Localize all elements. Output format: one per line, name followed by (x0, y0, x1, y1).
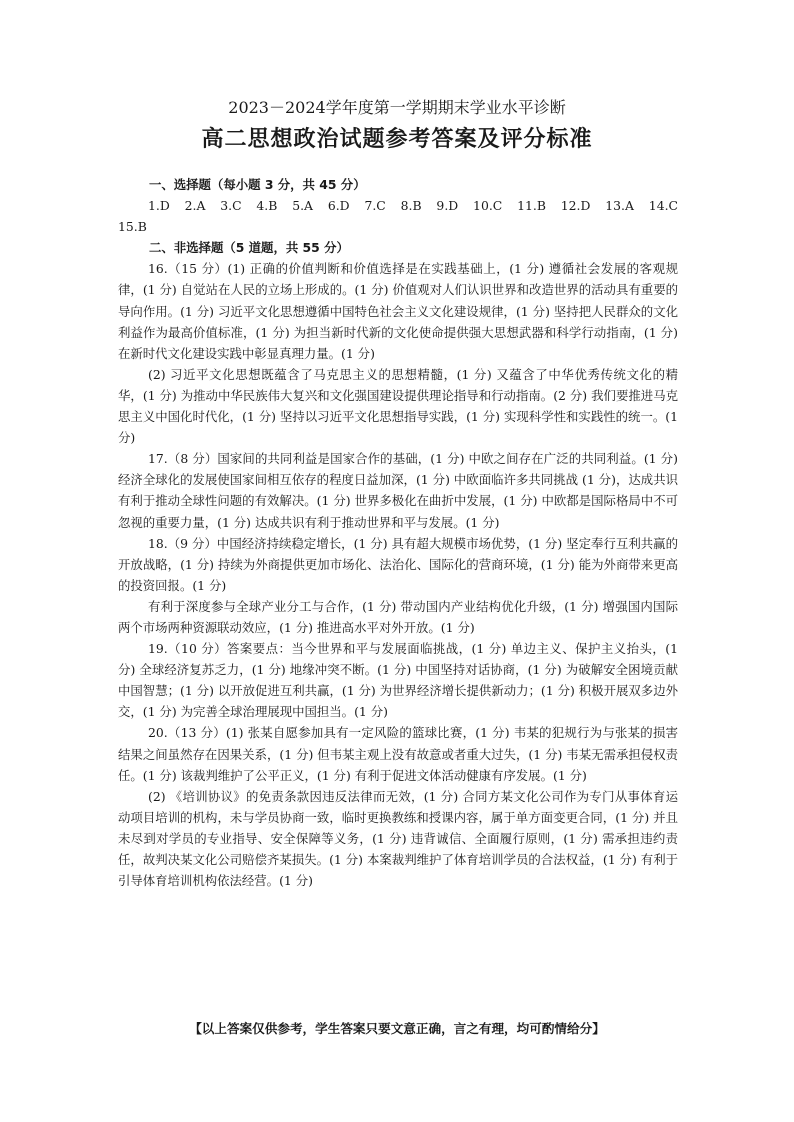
exam-term-title: 2023－2024学年度第一学期期末学业水平诊断 (228, 98, 566, 117)
answer-q16-part1: 16.（15 分）(1) 正确的价值判断和价值选择是在实践基础上，(1 分) 遵循社会发展的客观规律，(1 分) 自觉站在人民的立场上形成的。(1 分) 价值观对人们认识世界和改造世界的活动具有重要的导向作用。(1 分) 习近平文化思想遵循中国特色社会主义文化建设规律，(1 分) 坚持把人民群众的文化利益作为最高价值标准，(1 分) 为担当新时代新的文化使命提供强大思想武器和科学行动指南，(1 分) 在新时代文化建设实践中彰显真理力量。(1 分) (118, 261, 678, 361)
grading-note: 【以上答案仅供参考，学生答案只要文意正确，言之有理，均可酌情给分】 (189, 1021, 605, 1036)
answer-q20-part2: (2) 《培训协议》的免责条款因违反法律而无效，(1 分) 合同方某文化公司作为专门从事体育运动项目培训的机构，未与学员协商一致，临时更换教练和授课内容，属于单方面变更合同，(1 分) 并且未尽到对学员的专业指导、安全保障等义务，(1 分) 违背诚信、全面履行原则，(1 分) 需承担违约责任，故判决某文化公司赔偿齐某损失。(1 分) 本案裁判维护了体育培训学员的合法权益，(1 分) 有利于引导体育培训机构依法经营。(1 分) (118, 788, 678, 889)
answer-q20-part1: 20.（13 分）(1) 张某自愿参加具有一定风险的篮球比赛，(1 分) 韦某的犯规行为与张某的损害结果之间虽然存在因果关系，(1 分) 但韦某主观上没有故意或者重大过失，(1 分) 韦某无需承担侵权责任。(1 分) 该裁判维护了公平正义，(1 分) 有利于促进文体活动健康有序发展。(1 分) (118, 725, 678, 783)
multiple-choice-answers: 1.D 2.A 3.C 4.B 5.A 6.D 7.C 8.B 9.D 10.C 11.B 12.D 13.A 14.C 15.B (118, 198, 691, 235)
document-title: 高二思想政治试题参考答案及评分标准 (201, 127, 593, 152)
answer-q18-part1: 18.（9 分）中国经济持续稳定增长，(1 分) 具有超大规模市场优势，(1 分) 坚定奉行互利共赢的开放战略，(1 分) 持续为外商提供更加市场化、法治化、国际化的营商环境，(1 分) 能为外商带来更高的投资回报。(1 分) (118, 535, 678, 593)
answer-q16-part2: (2) 习近平文化思想既蕴含了马克思主义的思想精髓，(1 分) 又蕴含了中华优秀传统文化的精华，(1 分) 为推动中华民族伟大复兴和文化强国建设提供理论指导和行动指南。(2 分) 我们要推进马克思主义中国化时代化，(1 分) 坚持以习近平文化思想指导实践，(1 分) 实现科学性和实践性的统一。(1 分) (118, 366, 678, 446)
section1-heading: 一、选择题（每小题 3 分，共 45 分） (149, 177, 366, 192)
answer-q18-part2: 有利于深度参与全球产业分工与合作，(1 分) 带动国内产业结构优化升级，(1 分) 增强国内国际两个市场两种资源联动效应，(1 分) 推进高水平对外开放。(1 分) (118, 598, 678, 635)
answer-q19: 19.（10 分）答案要点：当今世界和平与发展面临挑战，(1 分) 单边主义、保护主义抬头，(1 分) 全球经济复苏乏力，(1 分) 地缘冲突不断。(1 分) 中国坚持对话协商，(1 分) 为破解安全困境贡献中国智慧；(1 分) 以开放促进互利共赢，(1 分) 为世界经济增长提供新动力；(1 分) 积极开展双多边外交，(1 分) 为完善全球治理展现中国担当。(1 分) (118, 641, 678, 720)
section2-heading: 二、非选择题（5 道题，共 55 分） (149, 240, 349, 256)
answer-q17: 17.（8 分）国家间的共同利益是国家合作的基础，(1 分) 中欧之间存在广泛的共同利益。(1 分) 经济全球化的发展使国家间相互依存的程度日益加深，(1 分) 中欧面临许多共同挑战 (1 分)，达成共识有利于推动全球性问题的有效解决。(1 分) 世界多极化在曲折中发展，(1 分) 中欧都是国际格局中不可忽视的重要力量，(1 分) 达成共识有利于推动世界和平与发展。(1 分) (118, 451, 678, 530)
answer-content (118, 174, 691, 891)
